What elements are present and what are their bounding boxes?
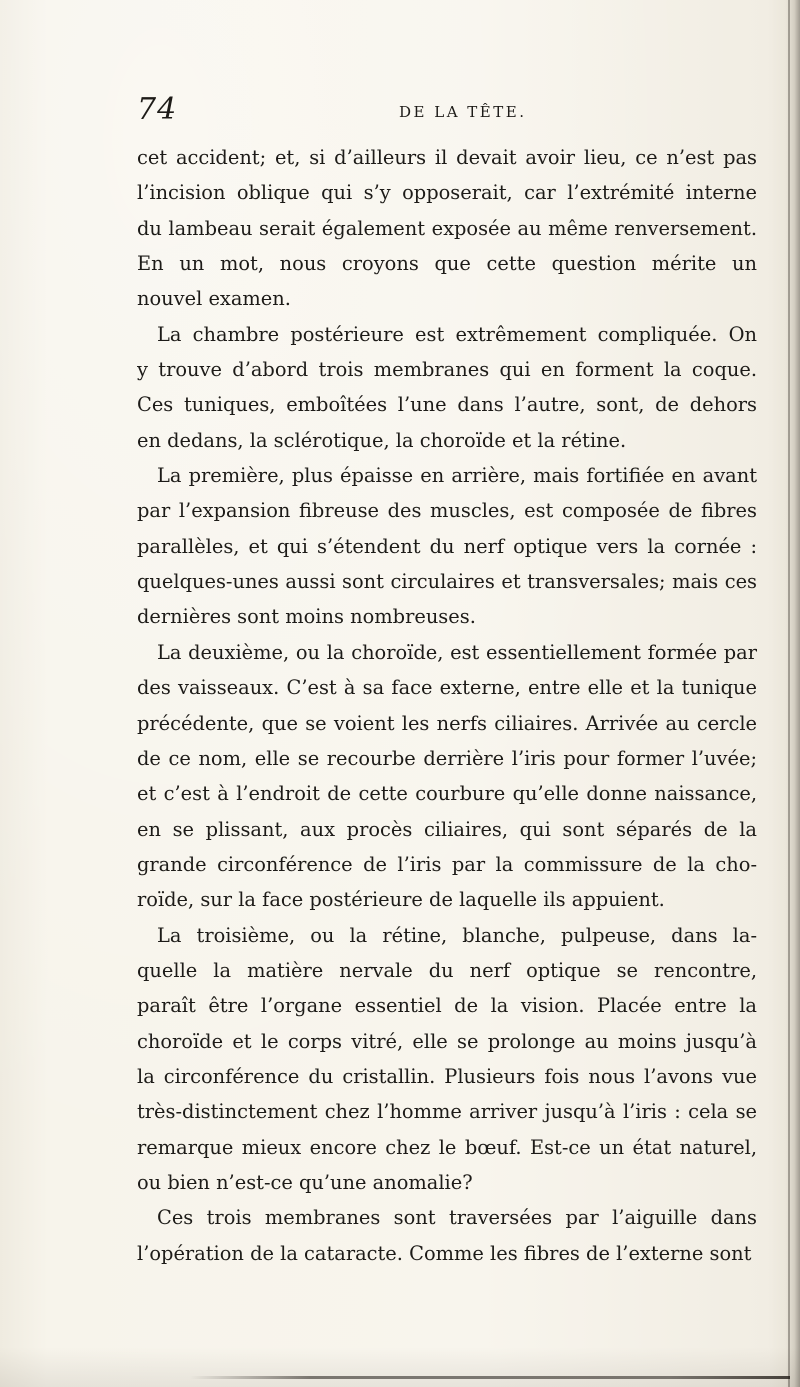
text-line: la circonférence du cristallin. Plusieurs fois nous l’avons vue <box>137 1064 757 1088</box>
text-line: de ce nom, elle se recourbe derrière l’iris pour former l’uvée; <box>137 746 757 770</box>
text-line: La chambre postérieure est extrêmement compliquée. On <box>157 322 757 346</box>
page-edge-line <box>788 0 790 1387</box>
text-line: remarque mieux encore chez le bœuf. Est-ce un état naturel, <box>137 1135 757 1159</box>
page-bottom-shadow <box>0 1347 800 1387</box>
text-line: quelle la matière nervale du nerf optique se rencontre, <box>137 958 757 982</box>
text-line: l’incision oblique qui s’y opposerait, car l’extrémité interne <box>137 181 757 205</box>
text-line: La première, plus épaisse en arrière, mais fortifiée en avant <box>157 464 757 488</box>
text-line: La deuxième, ou la choroïde, est essentiellement formée par <box>157 640 757 664</box>
text-line: roïde, sur la face postérieure de laquelle ils appuient. <box>137 888 665 912</box>
page-header <box>137 92 757 132</box>
text-line: La troisième, ou la rétine, blanche, pulpeuse, dans la- <box>157 923 757 947</box>
text-line: nouvel examen. <box>137 287 291 311</box>
text-line: cet accident; et, si d’ailleurs il devait avoir lieu, ce n’est pas <box>137 146 757 169</box>
text-line: grande circonférence de l’iris par la commissure de la cho- <box>137 852 757 876</box>
text-line: précédente, que se voient les nerfs ciliaires. Arrivée au cercle <box>137 711 757 735</box>
text-line: en dedans, la sclérotique, la choroïde et la rétine. <box>137 428 627 452</box>
text-line: des vaisseaux. C’est à sa face externe, entre elle et la tunique <box>137 676 757 700</box>
page-number: 74 <box>137 92 178 127</box>
body-text <box>137 140 757 1271</box>
text-line: l’opération de la cataracte. Comme les fibres de l’externe sont <box>137 1241 752 1265</box>
text-line: dernières sont moins nombreuses. <box>137 605 476 629</box>
text-line: Ces tuniques, emboîtées l’une dans l’autre, sont, de dehors <box>137 393 757 417</box>
running-head: DE LA TÊTE. <box>399 103 527 121</box>
text-line: ou bien n’est-ce qu’une anomalie? <box>137 1170 473 1194</box>
text-line: parallèles, et qui s’étendent du nerf optique vers la cornée : <box>137 534 757 558</box>
text-line: paraît être l’organe essentiel de la vision. Placée entre la <box>137 994 757 1018</box>
text-line: et c’est à l’endroit de cette courbure qu’elle donne naissance, <box>137 782 757 806</box>
text-line: Ces trois membranes sont traversées par l’aiguille dans <box>157 1206 757 1230</box>
text-line: par l’expansion fibreuse des muscles, est composée de fibres <box>137 499 757 523</box>
text-line: en se plissant, aux procès ciliaires, qui sont séparés de la <box>137 817 757 841</box>
page-bottom-line <box>190 1376 790 1379</box>
text-line: En un mot, nous croyons que cette question mérite un <box>137 252 757 276</box>
text-line: du lambeau serait également exposée au même renversement. <box>137 216 757 240</box>
text-line: quelques-unes aussi sont circulaires et transversales; mais ces <box>137 570 757 594</box>
text-line: très-distinctement chez l’homme arriver jusqu’à l’iris : cela se <box>137 1100 757 1124</box>
text-line: y trouve d’abord trois membranes qui en forment la coque. <box>137 358 757 382</box>
text-line: choroïde et le corps vitré, elle se prolonge au moins jusqu’à <box>137 1029 757 1053</box>
